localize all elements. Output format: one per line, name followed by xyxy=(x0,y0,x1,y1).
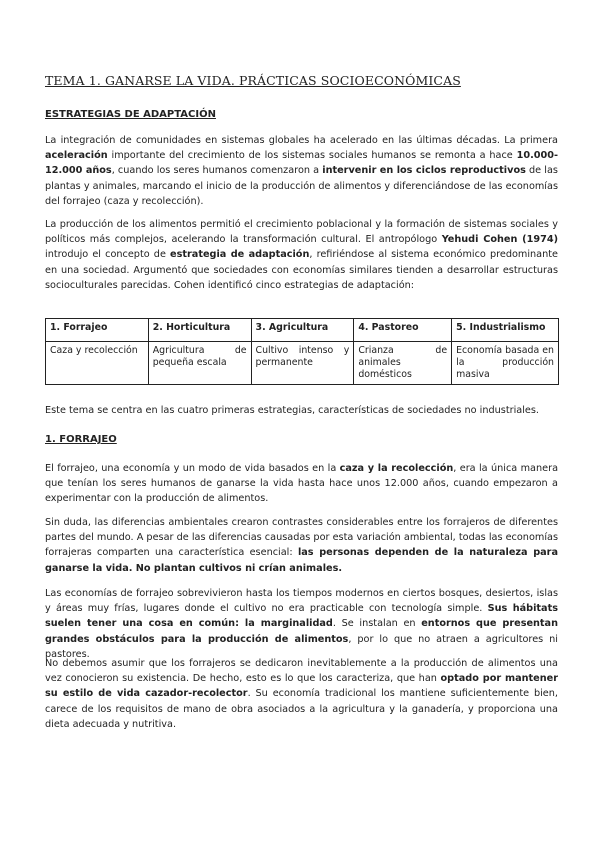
table-header-cell: 5. Industrialismo xyxy=(452,319,559,342)
table-cell: Economía basada en la producción masiva xyxy=(452,342,559,385)
paragraph-3: Este tema se centra en las cuatro primeras estrategias, características de sociedades no industriales. xyxy=(45,405,540,416)
table-header-cell: 4. Pastoreo xyxy=(354,319,452,342)
section-heading-forrajeo: 1. FORRAJEO xyxy=(45,434,117,445)
paragraph-1: La integración de comunidades en sistemas globales ha acelerado en las últimas décadas. La primera aceleración importante del crecimiento de los sistemas sociales humanos se remonta a hace 10.000-12.000 años, cuando los seres humanos comenzaron a intervenir en los ciclos reproductivos de las plantas y animales, marcando el inicio de la producción de alimentos y diferenciándose de las economías del forrajeo (caza y recolección). xyxy=(45,135,558,207)
table-header-cell: 1. Forrajeo xyxy=(46,319,149,342)
paragraph-5: Sin duda, las diferencias ambientales crearon contrastes considerables entre los forrajeros de diferentes partes del mundo. A pesar de las diferencias causadas por esta variación ambiental, todas las economías forrajeras comparten una característica esencial: las personas dependen de la naturaleza para ganarse la vida. No plantan cultivos ni crían animales. xyxy=(45,517,558,574)
paragraph-7: No debemos asumir que los forrajeros se dedicaron inevitablemente a la producción de alimentos una vez conocieron su existencia. De hecho, esto es lo que los caracteriza, que han optado por mantener su estilo de vida cazador-recolector. Su economía tradicional los mantiene suficientemente bien, carece de los requisitos de mano de obra asociados a la agricultura y la ganadería, y proporciona una dieta adecuada y nutritiva. xyxy=(45,658,558,730)
table-cell: Agricultura de pequeña escala xyxy=(148,342,251,385)
section-heading-estrategias: ESTRATEGIAS DE ADAPTACIÓN xyxy=(45,109,216,120)
table-row xyxy=(46,342,559,385)
page-title: TEMA 1. GANARSE LA VIDA. PRÁCTICAS SOCIOECONÓMICAS xyxy=(45,73,461,88)
strategies-table xyxy=(45,318,559,385)
table-header-cell: 2. Horticultura xyxy=(148,319,251,342)
table-cell: Crianza de animales domésticos xyxy=(354,342,452,385)
table-header-cell: 3. Agricultura xyxy=(251,319,354,342)
table-cell: Cultivo intenso y permanente xyxy=(251,342,354,385)
paragraph-4: El forrajeo, una economía y un modo de vida basados en la caza y la recolección, era la única manera que tenían los seres humanos de ganarse la vida hasta hace unos 12.000 años, cuando empezaron a experimentar con la producción de alimentos. xyxy=(45,463,559,505)
table-cell: Caza y recolección xyxy=(46,342,149,385)
paragraph-6: Las economías de forrajeo sobrevivieron hasta los tiempos modernos en ciertos bosques, desiertos, islas y áreas muy frías, lugares donde el cultivo no era practicable con tecnología simple. Sus hábitats suelen tener una cosa en común: la marginalidad. Se instalan en entornos que presentan grandes obstáculos para la producción de alimentos, por lo que no atraen a agricultores ni pastores. xyxy=(45,588,558,660)
paragraph-2: La producción de los alimentos permitió el crecimiento poblacional y la formación de sistemas sociales y políticos más complejos, acelerando la transformación cultural. El antropólogo Yehudi Cohen (1974) introdujo el concepto de estrategia de adaptación, refiriéndose al sistema económico predominante en una sociedad. Argumentó que sociedades con economías similares tienden a desarrollar estructuras socioculturales parecidas. Cohen identificó cinco estrategias de adaptación: xyxy=(45,219,559,291)
table-header-row xyxy=(46,319,559,342)
